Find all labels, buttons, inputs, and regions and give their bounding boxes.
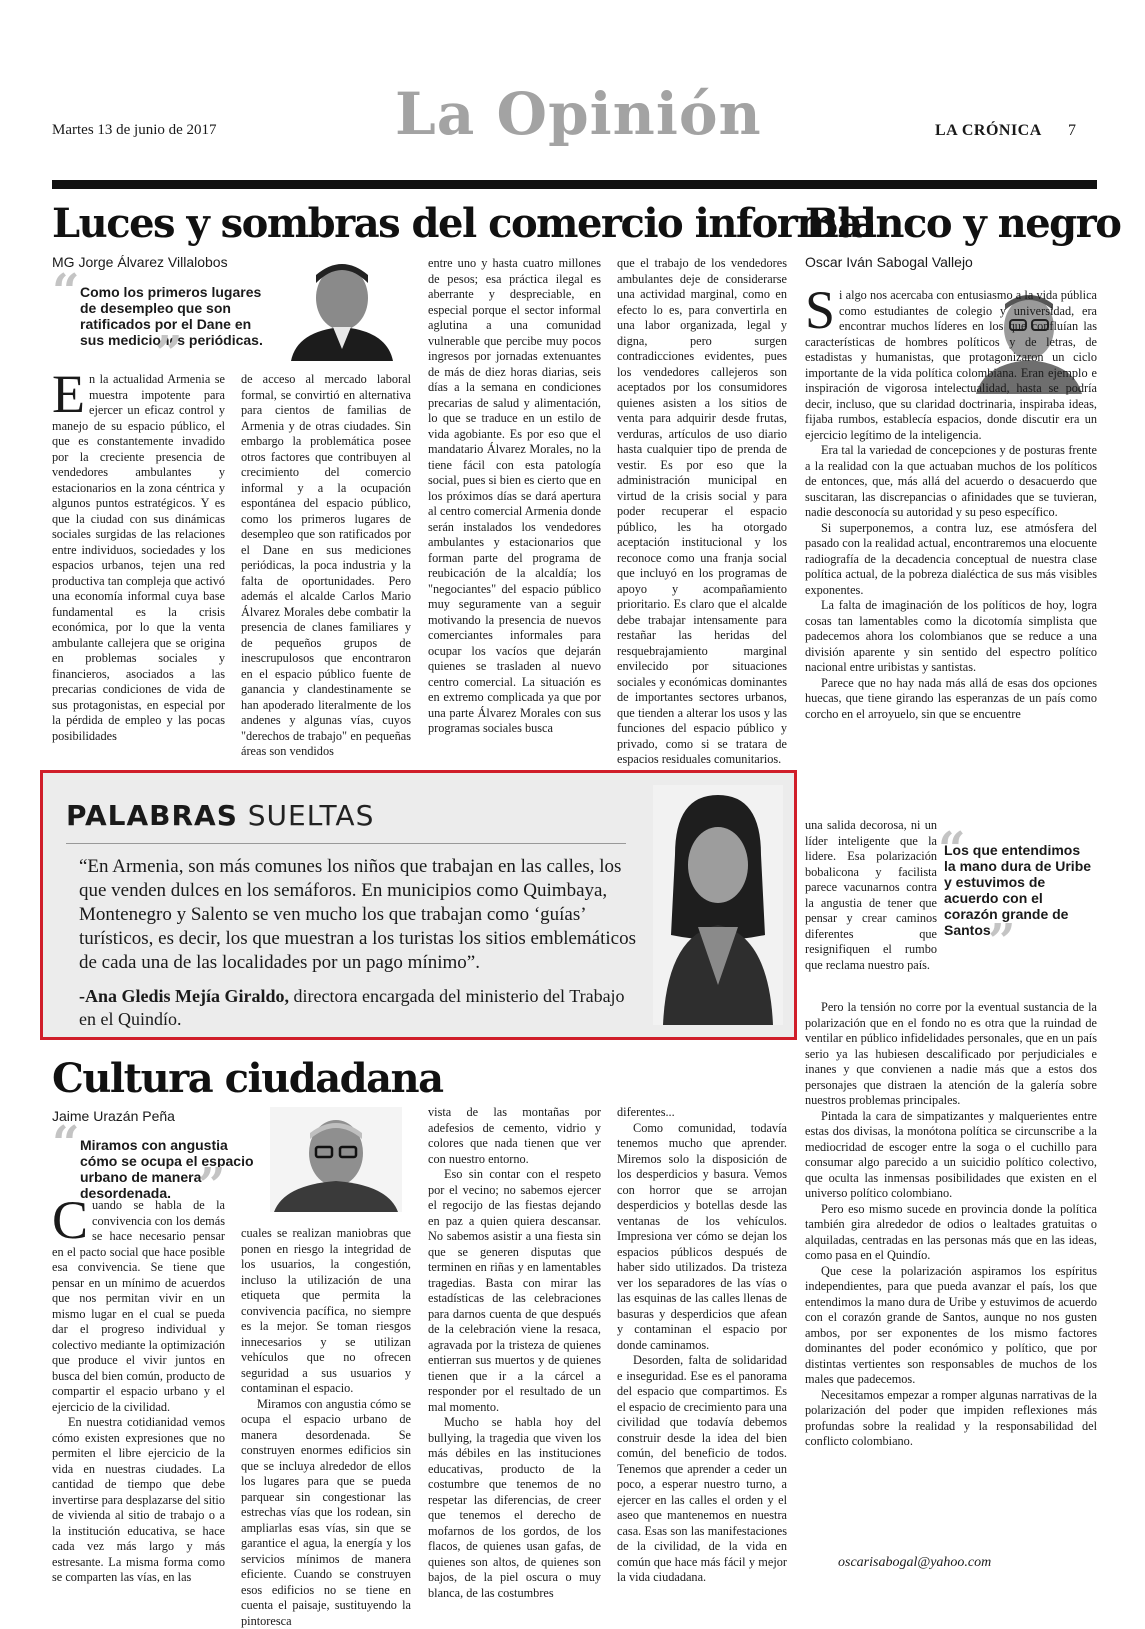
box-attribution: -Ana Gledis Mejía Giraldo, directora encargada del ministerio del Trabajo en el Quindío.: [79, 986, 625, 1029]
open-quote-mark: “: [52, 1116, 80, 1172]
masthead-rule: [52, 180, 1097, 189]
box-quote: “En Armenia, son más comunes los niños que trabajan en las calles, los que venden dulces en los semáforos. En municipios como Quimbaya, Montenegro y Salento se ven mucho los que trabajan como ‘guías’ turísticos, es decir, los que muestran a los turistas los sitios emblemáticos de cada una de las localidades por un pago mínimo”.: [79, 856, 637, 973]
article3-pull-quote: Miramos con angustia cómo se ocupa el espacio urbano de manera desordenada.: [80, 1137, 254, 1201]
article1-column-3: entre uno y hasta cuatro millones de pesos; esa práctica ilegal es aberrante y despreciable, en especial porque el sector informal aglutina a una comunidad vulnerable que percibe muy pocos ingresos por jornadas extenuantes de más de diez horas diarias, seis días a la semana en condiciones precarias de salud y alimentación, lo que se traduce en un estilo de vida agobiante. Es por eso que el mandatario Álvarez Morales, no la tiene fácil con esta patología social, pues si bien es cierto que en los próximos días se dará apertura al centro comercial Armenia donde serán instalados los vendedores ambulantes y estacionarios que forman parte del programa de reubicación de la alcaldía; los "negociantes" del espacio público muy seguramente van a seguir motivando la presencia de nuevos comerciantes informales para ocupar los vacíos que dejarán quienes se trasladen al nuevo centro comercial. La situación es en extremo complicada ya que por una parte Álvarez Morales con sus programas sociales busca: [428, 256, 601, 735]
masthead-date: Martes 13 de junio de 2017: [52, 122, 217, 138]
article2-author: Oscar Iván Sabogal Vallejo: [805, 254, 973, 270]
publication-name: LA CRÓNICA: [935, 122, 1042, 139]
author-email: oscarisabogal@yahoo.com: [838, 1555, 992, 1570]
palabras-sueltas-box: [40, 770, 797, 1040]
article1-column-4: que el trabajo de los vendedores ambulantes deje de considerarse una actividad marginal, como en efecto lo es, para convertirla en una labor organizada, legal y digna, pero surgen contradicciones evidentes, pues los vendedores callejeros son aceptados por los consumidores quienes asisten a los sitios de venta para adquirir desde frutas, verduras, artículos de uso diario hasta cualquier tipo de prenda de vestir. Es por eso que la administración municipal en virtud de la crisis social y para poder recuperar el espacio público, les ha otorgado aceptación institucional y los reconoce como una franja social que incluyó en los programas de apoyo y acompañamiento prioritario. Es claro que el alcalde debe trabajar intensamente para restañar las heridas del resquebrajamiento marginal envilecido por situaciones sociales y económicas dominantes de importantes sectores urbanos, que tienden a alterar los usos y las funciones del espacio público y privado, como si se tratara de espacios residuales comunitarios.: [617, 256, 787, 766]
article1-author: MG Jorge Álvarez Villalobos: [52, 254, 228, 270]
box-photo-mejia: [653, 785, 783, 1025]
article1-column-1: En la actualidad Armenia se muestra impotente para ejercer un eficaz control y manejo de su espacio público, el que es constantemente invadido por la creciente presencia de vendedores ambulantes y estacionarios en la zona céntrica y algunos puntos estratégicos. Y es que la ciudad con sus dinámicas sociales surgidas de las relaciones entre individuos, sociedades y los espacios urbanos, tejen una red productiva tan compleja que activó una economía informal cuya base fundamental es la crisis económica, por lo que la venta ambulante callejera que se origina en problemas sociales y financieros, asociados a las precarias condiciones de vida de sus protagonistas, en especial por la pérdida de empleo y las pocas posibilidades: [52, 364, 225, 743]
close-quote-mark: ”: [988, 914, 1016, 970]
article3-column-4: diferentes... Como comunidad, todavía tenemos mucho que aprender. Miremos solo la disposición de los desperdicios y basura. Vemos con horror que se arrojan desperdicios y botellas desde las ventanas de los vehículos. Impresiona ver cómo se dejan los espacios públicos después de haber sido utilizados. Da tristeza ver los separadores de las vías o las esquinas de las calles llenas de basuras y desperdicios que afean y contaminan el espacio por donde caminamos. Desorden, falta de solidaridad e inseguridad. Ese es el panorama del espacio que compartimos. Es el espacio de crecimiento para una civilidad que todavía debemos construir desde la idea del bien común, del beneficio de todos. Tenemos que aprender a ceder un poco, a esperar nuestro turno, a ejercer en las calles el orden y el aseo que mantenemos en nuestra casa. Esas son las manifestaciones de la civilidad, de la vida en común que hace más fácil y mejor la vida ciudadana.: [617, 1105, 787, 1584]
box-title: PALABRAS SUELTAS: [66, 799, 375, 832]
article3-author: Jaime Urazán Peña: [52, 1108, 175, 1124]
article1-pull-quote: Como los primeros lugares de desempleo que son ratificados por el Dane en sus mediciones periódicas.: [80, 284, 263, 348]
box-title-rule: [66, 843, 626, 844]
author-photo-alvarez: [283, 253, 401, 361]
article1-column-2: de acceso al mercado laboral formal, se convirtió en alternativa para cientos de familias de Armenia y de otras ciudades. Sin embargo la problemática posee otros factores que contribuyen al crecimiento del comercio informal y a la ocupación espontánea del espacio público, como los primeros lugares de desempleo que son ratificados por el Dane en sus mediciones periódicas, la poca industria y la falta de oportunidades. Pero además el alcalde Carlos Mario Álvarez Morales debe combatir la presencia de clanes familiares y de pequeños grupos de inescrupulosos que encontraron en el espacio público fuente de ganancia y clandestinamente se han apoderado literalmente de los andenes y algunas vías, cuyos "derechos de trabajo" en pequeñas áreas son vendidos: [241, 372, 411, 758]
close-quote-mark: ”: [155, 326, 183, 382]
article3-title: Cultura ciudadana: [52, 1055, 443, 1102]
article2-column-top: Si algo nos acercaba con entusiasmo a la vida pública como estudiantes de colegio y universidad, era encontrar muchos líderes en los que confluían las características de hombres políticos y de letras, de estadistas y humanistas, que protagonizaron un ciclo importante de la vida política colombiana. Eran ejemplo e inspiración de vigorosa intelectualidad, hasta se podría decir, incluso, que su claridad doctrinaria, inspiraba ideas, fijaba rumbos, establecía espacios, donde discutir era un ejercicio legítimo de la inteligencia. Era tal la variedad de concepciones y de posturas frente a la realidad con la que actuaban muchos de los políticos de entonces, que, más allá del acuerdo o desacuerdo que suscitaran, las discrepancias o afinidades que se tuvieran, nadie desconocía su autoridad y su peso específico. Si superponemos, a contra luz, ese atmósfera del pasado con la realidad actual, encontraremos una elocuente radiografía de la decadencia conceptual de nuestra clase política actual, de la pobreza dialéctica de sus más visibles exponentes. La falta de imaginación de los políticos de hoy, logra cosas tan lamentables como la dicotomía simplista que padecemos ahora los colombianos que se reduce a una división aparente y sin sentido del espectro político nacional entre uribistas y santistas. Parece que no hay nada más allá de esas dos opciones huecas, que tiene girando las esperanzas de un país como corcho en el arroyuelo, sin que se encuentre: [805, 280, 1097, 721]
article2-pull-quote: Los que entendimos la mano dura de Uribe y estuvimos de acuerdo con el corazón grande de Santos.: [944, 842, 1092, 938]
article3-column-1: Cuando se habla de la convivencia con los demás se hace necesario pensar en el pacto social que hace posible esa convivencia. Se tiene que pensar en un mínimo de acuerdos que nos permitan vivir en un mismo lugar en el cual se pueda dar el progreso individual y colectivo mediante la optimización que produce el vivir juntos en busca del bien común, producto de compartir el espacio urbano y el ejercicio de la civilidad. En nuestra cotidianidad vemos cómo existen expresiones que no permiten el libre ejercicio de la vida en nuestras ciudades. La cantidad de tiempo que debe invertirse para desplazarse del sitio de vivienda al sitio de trabajo o a la institución educativa, se hace cada vez más largo y más estresante. La misma forma como se comparten las vías, en las: [52, 1190, 225, 1584]
article2-title: Blanco y negro: [805, 200, 1121, 247]
article1-title: Luces y sombras del comercio informal: [52, 200, 876, 247]
article3-column-3: vista de las montañas por adefesios de cemento, vidrio y colores que nada tienen que ver con nuestro entorno. Eso sin contar con el respeto por el vecino; no sabemos ejercer el regocijo de las fiestas dejando en paz a quien quiera descansar. No sabemos asistir a una fiesta sin que se generen disputas que terminen en riñas y en lamentables tragedias. Basta con mirar las estadísticas de las celebraciones para darnos cuenta de que después de la celebración viene la resaca, agravada por la tristeza de quienes entierran sus muertos y de quienes tienen que ir a la cárcel a responder por el resultado de un mal momento. Mucho se habla hoy del bullying, la tragedia que viven los más débiles en las instituciones educativas, producto de la costumbre que tenemos de no respetar las diferencias, de creer que tenemos el derecho de mofarnos de los gordos, de los flacos, de quienes usan gafas, de quienes son altos, de quienes son bajos, de la piel oscura o muy blanca, de las costumbres: [428, 1105, 601, 1600]
open-quote-mark: “: [52, 264, 80, 320]
open-quote-mark: “: [938, 822, 966, 878]
author-photo-urazan: [270, 1107, 402, 1212]
section-title: La Opinión: [395, 80, 762, 148]
article3-column-2: cuales se realizan maniobras que ponen en riesgo la integridad de los usuarios, la congestión, incluso la utilización de una etiqueta que permita la convivencia pacífica, no siempre es la mejor. Se toman riesgos innecesarios y se utilizan vehículos que no ofrecen seguridad a sus usuarios y contaminan el espacio. Miramos con angustia cómo se ocupa el espacio urbano de manera desordenada. Se construyen enormes edificios sin que se incluya alrededor de ellos los lugares para que se pueda parquear sin congestionar las estrechas vías que los rodean, sin ampliarlas esas vías, sin que se garantice el agua, la energía y los servicios mínimos de manera eficiente. Cuando se construyen esos edificios no se tiene en cuenta el paisaje, sustituyendo la pintoresca: [241, 1226, 411, 1628]
article2-column-bottom: Pero la tensión no corre por la eventual sustancia de la polarización que en el fondo no es otra que la ruindad de ventilar en público infidelidades personales, que en un país serio ya las hubiesen descalificado por perjudiciales e inanes y que convienen a nadie más que a estos dos personajes que distraen la atención de la galería sobre nuestros problemas principales. Pintada la cara de simpatizantes y malquerientes entre estas dos divisas, la monótona política se circunscribe a la mediocridad de escoger entre la soga o el cuchillo para consumar algo parecido a un suicidio político colectivo, que oculta las inmensas posibilidades que existen en el universo político colombiano. Pero eso mismo sucede en provincia donde la política también gira alrededor de odios o lealtades gratuitas o alquiladas, centradas en las personas más que en las ideas, como pasa en el Quindío. Que cese la polarización aspiramos los espíritus independientes, para que pueda avanzar el país, los que entendimos la mano dura de Uribe y estuvimos de acuerdo con el corazón grande de Santos, aunque no nos gusten ambos, por ser exponentes de los mismo factores dominantes del poder económico y político, que por distintas vertientes son responsables de muchos de los males que padecemos. Necesitamos empezar a romper algunas narrativas de la polarización del poder que impiden reflexiones más profundas sobre la realidad y la responsabilidad del conflicto colombiano.: [805, 1000, 1097, 1448]
article2-column-narrow: una salida decorosa, ni un líder inteligente que la lidere. Esa polarización bobalicona y facilista parece vacunarnos contra la angustia de tener que pensar y crear caminos diferentes que resignifiquen el rumbo que reclama nuestro país.: [805, 818, 937, 972]
page-number: 7: [1068, 122, 1076, 139]
close-quote-mark: ”: [198, 1158, 226, 1214]
